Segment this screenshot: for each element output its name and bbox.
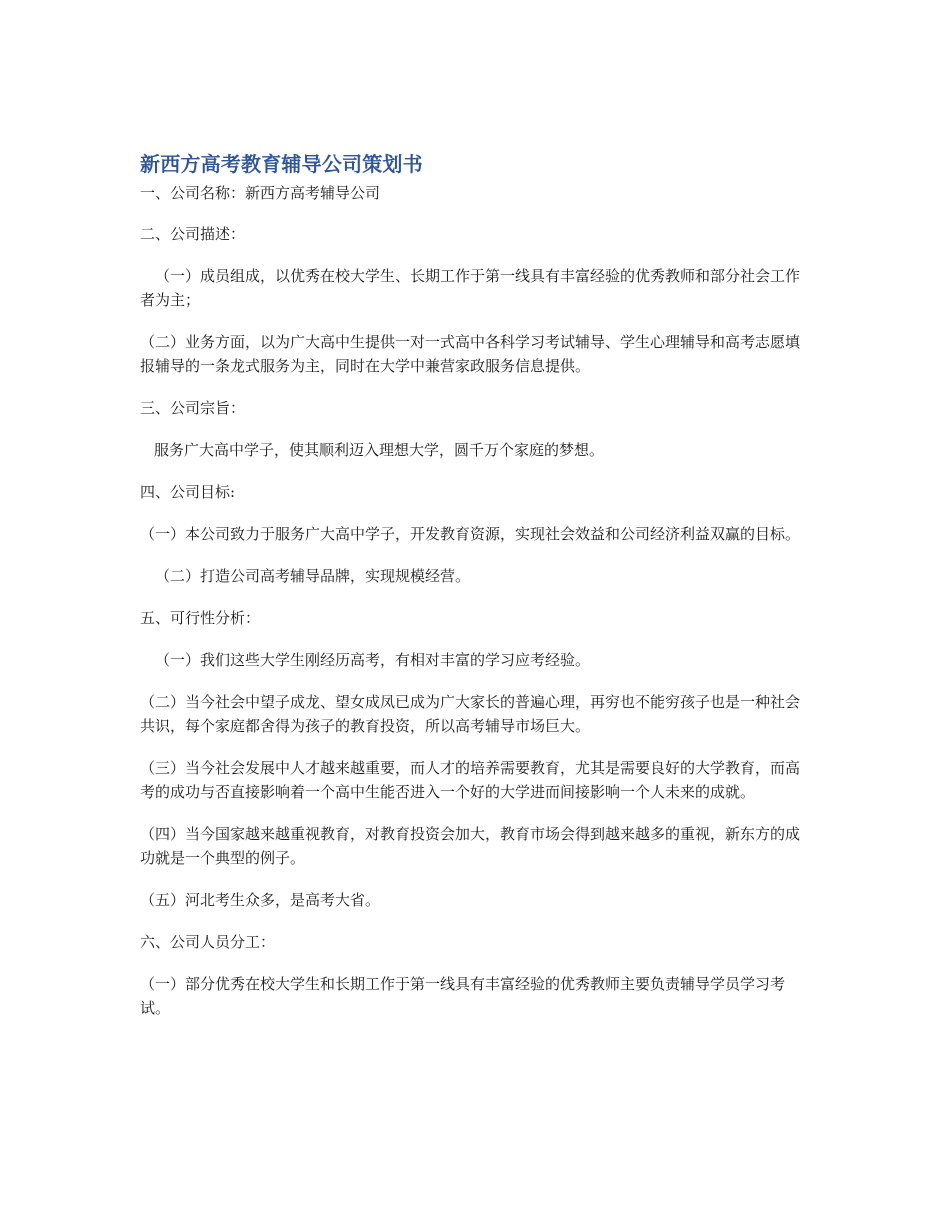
section-feasibility: 五、可行性分析： <box>140 609 261 627</box>
feasibility-item-3: （三）当今社会发展中人才越来越重要，而人才的培养需要教育，尤其是需要良好的大学教育，而高考的成功与否直接影响着一个高中生能否进入一个好的大学进而间接影响一个人未来的成就。 <box>140 759 801 801</box>
goal-item-1: （一）本公司致力于服务广大高中学子，开发教育资源，实现社会效益和公司经济利益双赢的目标。 <box>140 525 801 543</box>
feasibility-item-4: （四）当今国家越来越重视教育，对教育投资会加大，教育市场会得到越来越多的重视，新东方的成功就是一个典型的例子。 <box>140 825 801 867</box>
description-item-business: （二）业务方面，以为广大高中生提供一对一式高中各科学习考试辅导、学生心理辅导和高考志愿填报辅导的一条龙式服务为主，同时在大学中兼营家政服务信息提供。 <box>140 333 801 375</box>
section-company-purpose: 三、公司宗旨： <box>140 399 246 417</box>
section-company-goals: 四、公司目标: <box>140 483 236 501</box>
document-title: 新西方高考教育辅导公司策划书 <box>140 152 423 176</box>
section-company-description: 二、公司描述： <box>140 225 246 243</box>
goal-item-2: （二）打造公司高考辅导品牌，实现规模经营。 <box>155 567 471 585</box>
document-page <box>140 150 810 1038</box>
purpose-text: 服务广大高中学子，使其顺利迈入理想大学，圆千万个家庭的梦想。 <box>154 441 605 459</box>
description-item-members: （一）成员组成，以优秀在校大学生、长期工作于第一线具有丰富经验的优秀教师和部分社会工作者为主； <box>140 267 801 309</box>
staff-item-1: （一）部分优秀在校大学生和长期工作于第一线具有丰富经验的优秀教师主要负责辅导学员学习考试。 <box>140 975 786 1017</box>
feasibility-item-5: （五）河北考生众多，是高考大省。 <box>140 891 381 909</box>
feasibility-item-2: （二）当今社会中望子成龙、望女成凤已成为广大家长的普遍心理，再穷也不能穷孩子也是一种社会共识，每个家庭都舍得为孩子的教育投资，所以高考辅导市场巨大。 <box>140 693 801 735</box>
section-staff-division: 六、公司人员分工： <box>140 933 276 951</box>
feasibility-item-1: （一）我们这些大学生刚经历高考，有相对丰富的学习应考经验。 <box>155 651 591 669</box>
section-company-name: 一、公司名称：新西方高考辅导公司 <box>140 184 381 202</box>
